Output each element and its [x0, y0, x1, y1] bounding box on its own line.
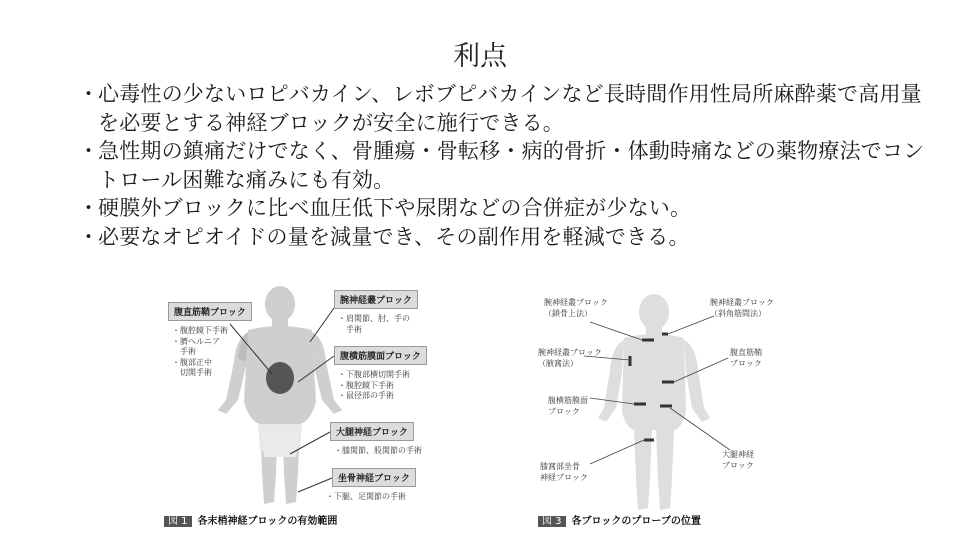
figure-probe-positions — [534, 282, 784, 530]
box-femoral-block: 大腿神経ブロック — [330, 422, 414, 441]
bullet-text: 硬膜外ブロックに比べ血圧低下や尿閉などの合併症が少ない。 — [98, 196, 692, 220]
items-sciatic-block: ・下腿、足関節の手術 — [326, 492, 406, 501]
bullet-text: 急性期の鎮痛だけでなく、骨腫瘍・骨転移・病的骨折・体動時痛などの薬物療法でコントロール困難な痛みにも有効。 — [98, 139, 925, 192]
label-rectus-sheath: 腹直筋鞘 ブロック — [730, 348, 762, 368]
bullet-item: ・ 硬膜外ブロックに比べ血圧低下や尿閉などの合併症が少ない。 — [78, 196, 692, 220]
bullet-text: 心毒性の少ないロピバカイン、レボブピバカインなど長時間作用性局所麻酔薬で高用量を必要とする神経ブロックが安全に施行できる。 — [98, 82, 922, 135]
box-sciatic-block: 坐骨神経ブロック — [332, 468, 416, 487]
label-brachial-supra: 腕神経叢ブロック （鎖骨上法） — [544, 298, 608, 318]
items-tap-block: ・下腹部横切開手術 ・腹腔鏡下手術 ・鼠径部の手術 — [338, 370, 410, 400]
label-femoral: 大腿神経 ブロック — [722, 450, 754, 470]
items-femoral-block: ・膝関節、股関節の手術 — [334, 446, 422, 455]
figure-block-ranges — [160, 282, 432, 530]
label-tap: 腹横筋膜面 ブロック — [548, 396, 588, 416]
bullet-list — [78, 80, 928, 251]
figure2-caption: 図 3 各ブロックのプローブの位置 — [538, 512, 701, 527]
bullet-item: ・ 心毒性の少ないロピバカイン、レボブピバカインなど長時間作用性局所麻酔薬で高用量を必要とする神経ブロックが安全に施行できる。 — [78, 82, 922, 135]
box-brachial-block: 腕神経叢ブロック — [334, 290, 418, 309]
box-tap-block: 腹横筋膜面ブロック — [334, 346, 427, 365]
items-rectus-block: ・腹腔鏡下手術 ・臍ヘルニア 手術 ・腹部正中 切開手術 — [172, 326, 228, 377]
label-popliteal-sciatic: 膝窩部坐骨 神経ブロック — [540, 462, 588, 482]
slide-title: 利点 — [453, 41, 507, 72]
figure1-caption: 図 1 各末梢神経ブロックの有効範囲 — [164, 512, 337, 527]
bullet-text: 必要なオピオイドの量を減量でき、その副作用を軽減できる。 — [98, 224, 690, 249]
bullet-item: ・ 急性期の鎮痛だけでなく、骨腫瘍・骨転移・病的骨折・体動時痛などの薬物療法でコントロール困難な痛みにも有効。 — [78, 139, 925, 192]
label-brachial-axillary: 腕神経叢ブロック （腋窩法） — [538, 348, 602, 368]
items-brachial-block: ・肩関節、肘、手の 手術 — [338, 314, 410, 334]
label-brachial-inter: 腕神経叢ブロック （斜角筋間法） — [710, 298, 774, 318]
bullet-item: ・ 必要なオピオイドの量を減量でき、その副作用を軽減できる。 — [78, 224, 690, 249]
box-rectus-block: 腹直筋鞘ブロック — [168, 302, 252, 321]
